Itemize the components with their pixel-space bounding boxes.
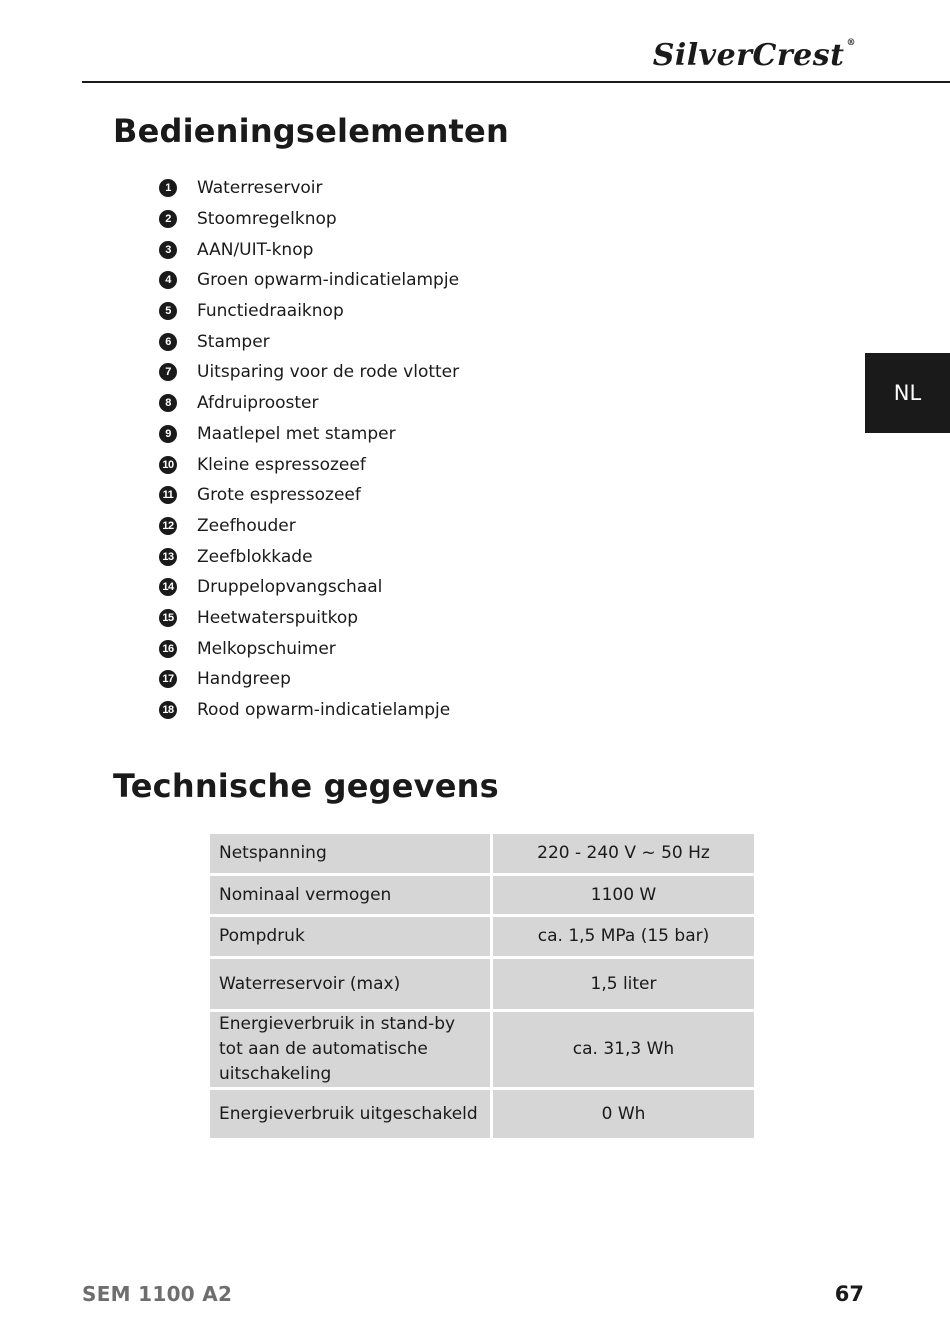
item-number-badge: 14 <box>159 578 177 596</box>
item-label: Zeefblokkade <box>197 546 313 567</box>
specs-heading: Technische gegevens <box>113 767 499 805</box>
list-item <box>159 419 459 450</box>
item-label: Functiedraaiknop <box>197 301 344 322</box>
list-item <box>159 234 459 265</box>
list-item <box>159 357 459 388</box>
item-number-badge: 18 <box>159 701 177 719</box>
item-label: Stoomregelknop <box>197 209 337 230</box>
list-item <box>159 664 459 695</box>
item-number-badge: 8 <box>159 394 177 412</box>
item-label: Maatlepel met stamper <box>197 423 396 444</box>
spec-value: 220 - 240 V ~ 50 Hz <box>493 834 754 876</box>
table-row <box>210 1090 754 1141</box>
footer-model: SEM 1100 A2 <box>82 1282 233 1306</box>
item-number-badge: 4 <box>159 271 177 289</box>
list-item <box>159 296 459 327</box>
list-item <box>159 173 459 204</box>
brand-logo <box>653 38 856 73</box>
item-label: Kleine espressozeef <box>197 454 366 475</box>
item-label: AAN/UIT-knop <box>197 239 314 260</box>
spec-value: 0 Wh <box>493 1090 754 1141</box>
spec-label: Nominaal vermogen <box>210 876 493 917</box>
list-item <box>159 388 459 419</box>
item-label: Melkopschuimer <box>197 638 336 659</box>
item-label: Uitsparing voor de rode vlotter <box>197 362 460 383</box>
list-item <box>159 695 459 726</box>
spec-label: Energieverbruik in stand-by tot aan de automatische uitschakeling <box>210 1012 493 1090</box>
list-item <box>159 480 459 511</box>
item-label: Stamper <box>197 331 270 352</box>
item-number-badge: 6 <box>159 333 177 351</box>
item-number-badge: 3 <box>159 241 177 259</box>
spec-label: Waterreservoir (max) <box>210 959 493 1012</box>
language-tab <box>865 353 950 433</box>
list-item <box>159 603 459 634</box>
registered-mark: ® <box>846 38 856 48</box>
spec-value: ca. 31,3 Wh <box>493 1012 754 1090</box>
item-label: Heetwaterspuitkop <box>197 607 359 628</box>
brand-name: SilverCrest <box>652 38 845 73</box>
table-row <box>210 917 754 959</box>
item-number-badge: 11 <box>159 486 177 504</box>
table-row <box>210 1012 754 1090</box>
item-number-badge: 12 <box>159 517 177 535</box>
list-item <box>159 204 459 235</box>
spec-value: 1100 W <box>493 876 754 917</box>
item-label: Waterreservoir <box>197 178 323 199</box>
list-item <box>159 265 459 296</box>
table-row <box>210 876 754 917</box>
table-row <box>210 834 754 876</box>
spec-label: Pompdruk <box>210 917 493 959</box>
controls-heading: Bedieningselementen <box>113 112 509 150</box>
list-item <box>159 633 459 664</box>
item-label: Handgreep <box>197 669 291 690</box>
spec-value: 1,5 liter <box>493 959 754 1012</box>
list-item <box>159 511 459 542</box>
item-label: Druppelopvangschaal <box>197 577 383 598</box>
item-label: Afdruiprooster <box>197 393 319 414</box>
table-row <box>210 959 754 1012</box>
item-label: Groen opwarm-indicatielampje <box>197 270 460 291</box>
parts-list <box>159 173 459 725</box>
list-item <box>159 541 459 572</box>
item-number-badge: 13 <box>159 548 177 566</box>
item-number-badge: 17 <box>159 670 177 688</box>
item-number-badge: 16 <box>159 640 177 658</box>
item-number-badge: 15 <box>159 609 177 627</box>
spec-label: Energieverbruik uitgeschakeld <box>210 1090 493 1141</box>
item-number-badge: 2 <box>159 210 177 228</box>
list-item <box>159 572 459 603</box>
item-number-badge: 7 <box>159 363 177 381</box>
item-number-badge: 1 <box>159 179 177 197</box>
item-label: Grote espressozeef <box>197 485 361 506</box>
list-item <box>159 326 459 357</box>
page-number: 67 <box>834 1282 864 1306</box>
item-number-badge: 9 <box>159 425 177 443</box>
item-label: Zeefhouder <box>197 515 296 536</box>
list-item <box>159 449 459 480</box>
header-rule <box>82 81 950 83</box>
item-label: Rood opwarm-indicatielampje <box>197 700 451 721</box>
spec-value: ca. 1,5 MPa (15 bar) <box>493 917 754 959</box>
item-number-badge: 5 <box>159 302 177 320</box>
specs-table <box>210 834 754 1141</box>
spec-label: Netspanning <box>210 834 493 876</box>
language-tab-label: NL <box>893 381 922 405</box>
item-number-badge: 10 <box>159 456 177 474</box>
